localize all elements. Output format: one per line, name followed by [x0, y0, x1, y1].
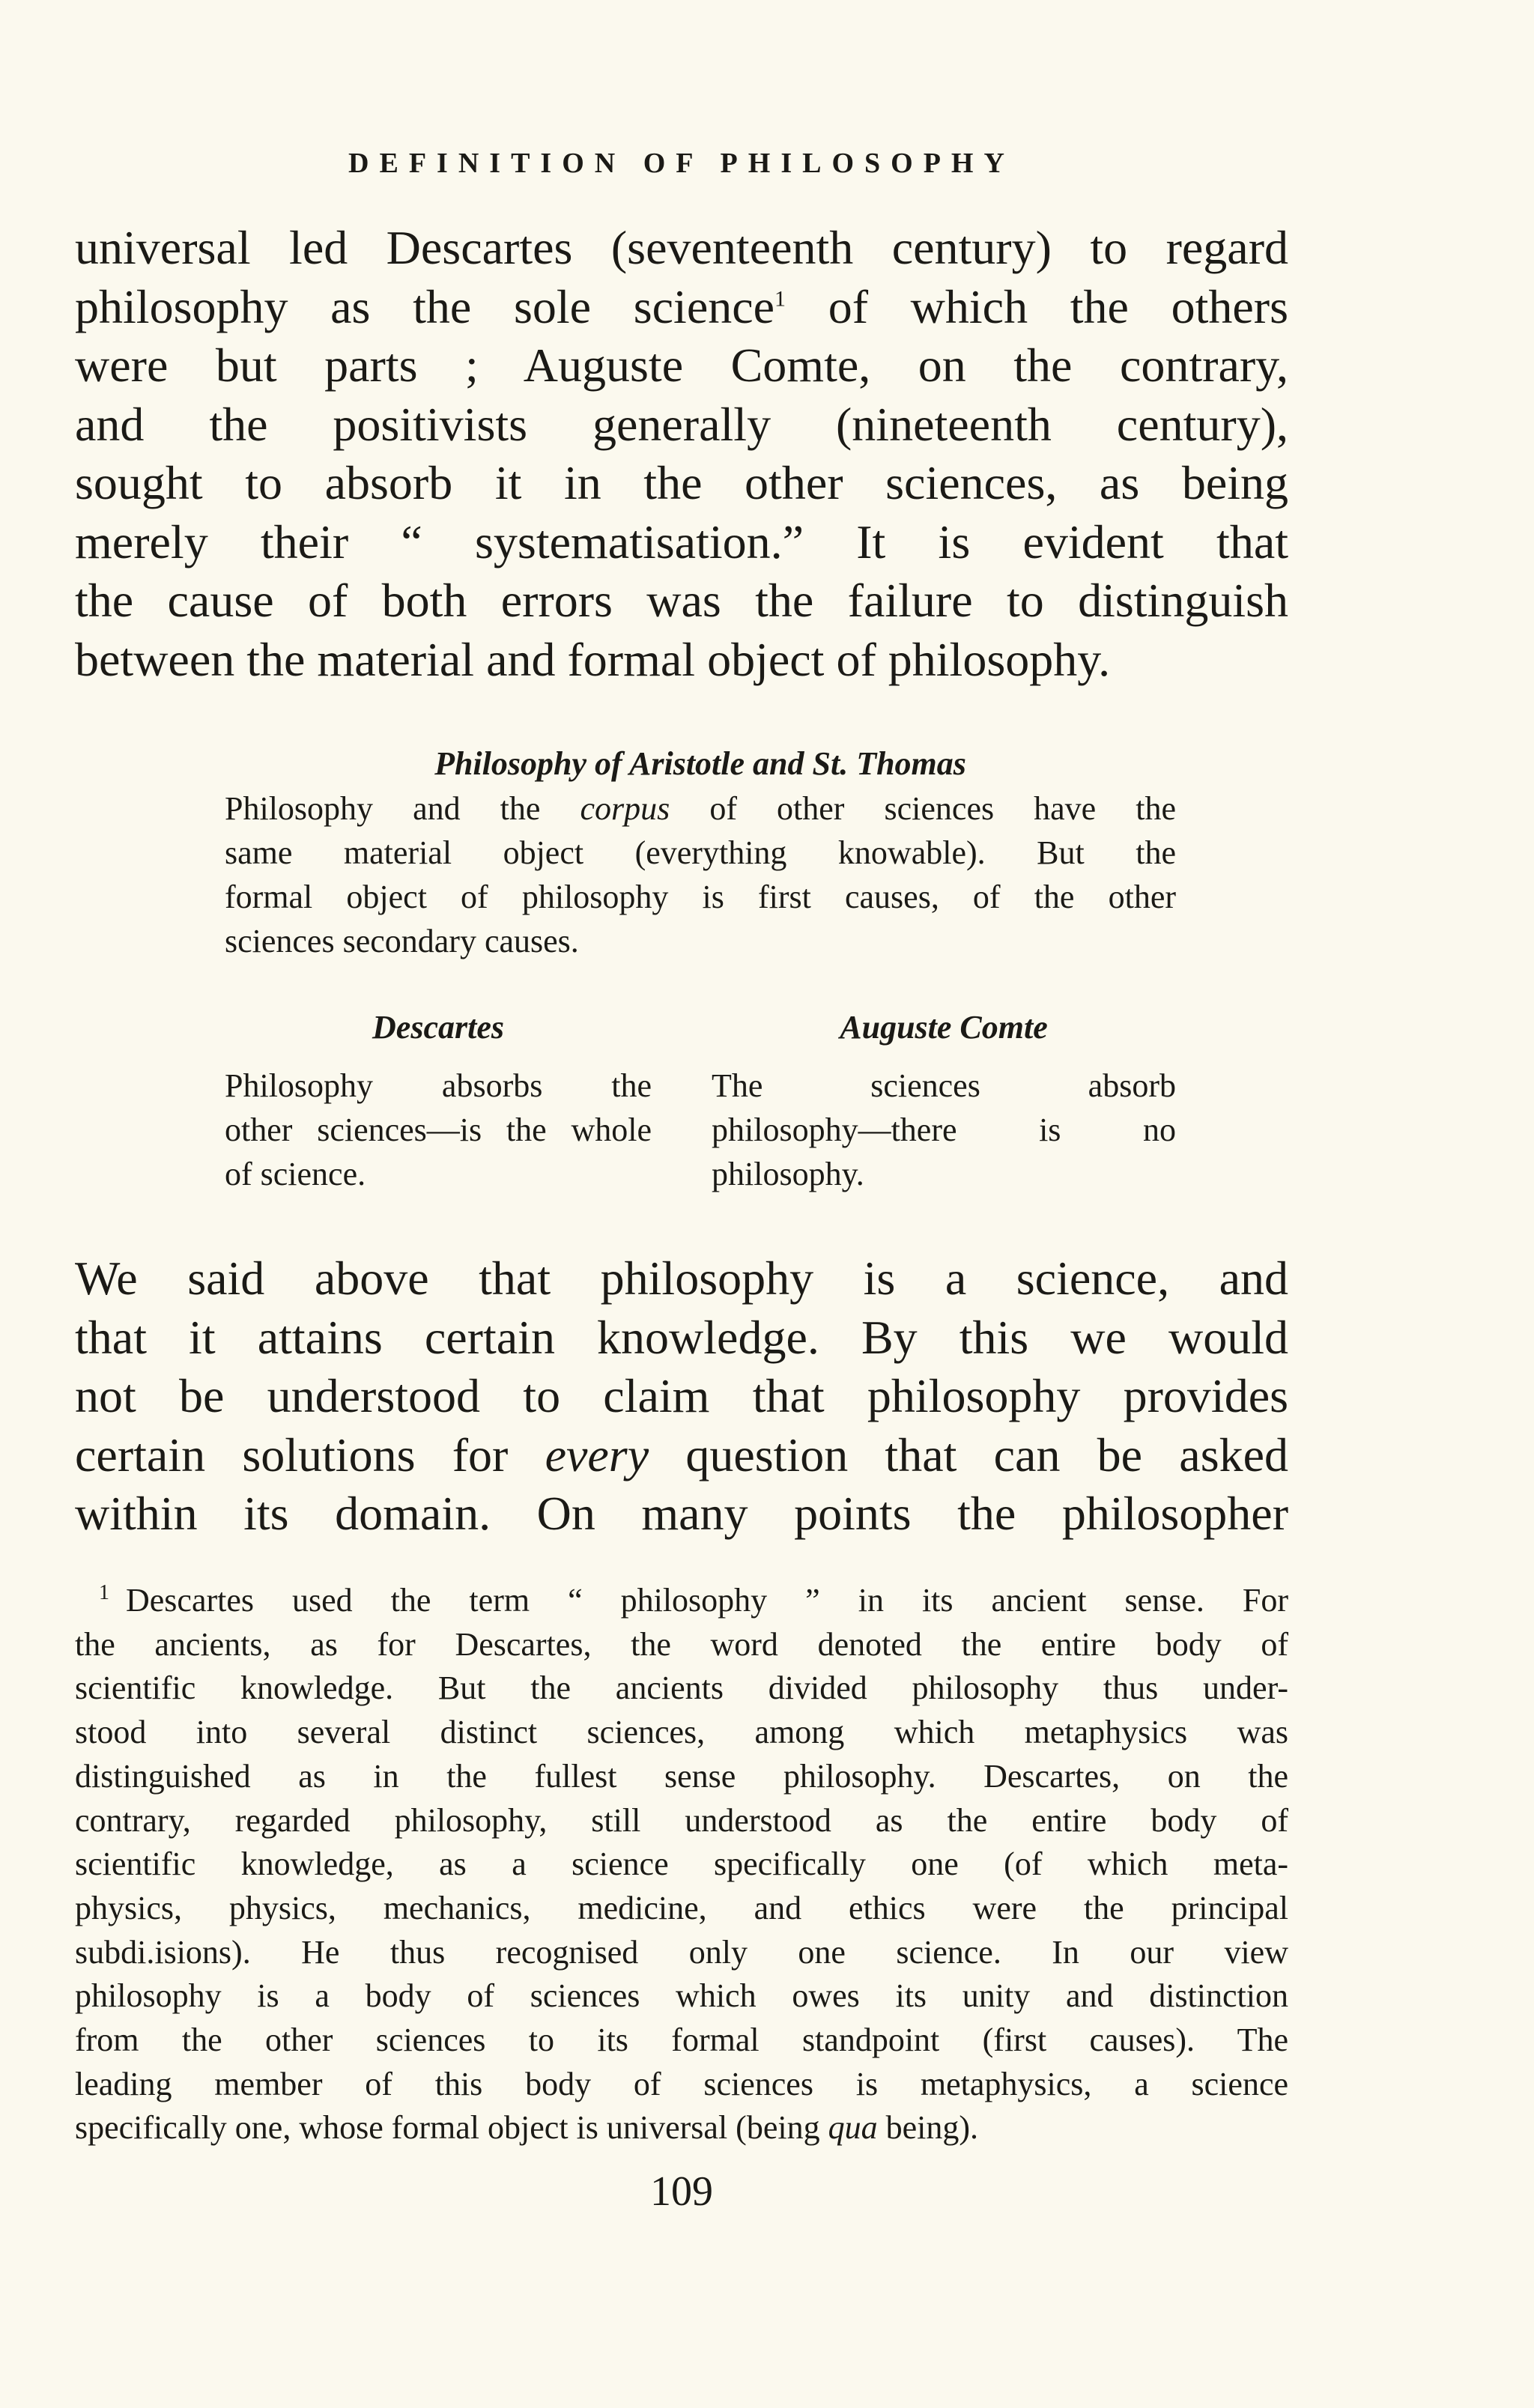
text-line: the ancients, as for Descartes, the word denoted the entire body of: [75, 1625, 1288, 1663]
footnote: [75, 1579, 1288, 2150]
text-line: merely their “ systematisation.” It is evident that: [75, 515, 1288, 568]
text-line: universal led Descartes (seventeenth century) to regard: [75, 221, 1288, 274]
text-line: sought to absorb it in the other sciences, as being: [75, 456, 1288, 509]
comparison-aristotle-text: [225, 786, 1176, 963]
text-line: within its domain. On many points the philosopher: [75, 1487, 1288, 1540]
text-line: same material object (everything knowable). But the: [225, 834, 1176, 871]
descartes-column-text: [225, 1064, 652, 1196]
text-line: The sciences absorb: [712, 1067, 1176, 1104]
text-line: and the positivists generally (nineteenth century),: [75, 397, 1288, 451]
text-line: subdi.isions). He thus recognised only one science. In our view: [75, 1933, 1288, 1971]
footnote-reference[interactable]: 1: [774, 286, 786, 312]
text-line: philosophy as the sole science$^1$ of which the others: [75, 279, 1289, 333]
text-line: scientific knowledge. But the ancients divided philosophy thus under-: [75, 1669, 1288, 1707]
text-line: contrary, regarded philosophy, still understood as the entire body of: [75, 1801, 1288, 1839]
running-head: DEFINITION OF PHILOSOPHY: [348, 148, 1015, 179]
text-line: stood into several distinct sciences, among which metaphysics was: [75, 1714, 1288, 1751]
text-line: distinguished as in the fullest sense philosophy. Descartes, on the: [75, 1757, 1288, 1795]
text-line: $^1$ Descartes used the term “ philosophy ” in its ancient sense. For: [99, 1581, 1288, 1619]
paragraph-certain-knowledge: [75, 1249, 1288, 1544]
text-line: between the material and formal object of philosophy.: [75, 632, 1111, 686]
text-line: certain solutions for every question that can be asked: [75, 1428, 1289, 1482]
text-line: of science.: [225, 1156, 366, 1192]
footnote-marker: 1: [99, 1581, 109, 1605]
paragraph-descartes-comte: [75, 219, 1288, 689]
text-line: were but parts ; Auguste Comte, on the contrary,: [75, 339, 1288, 392]
comte-column-text: [712, 1064, 1176, 1196]
comte-heading: Auguste Comte: [840, 1009, 1048, 1046]
text-line: physics, physics, mechanics, medicine, and ethics were the principal: [75, 1889, 1288, 1926]
text-line: Philosophy and the corpus of other sciences have the: [225, 790, 1177, 827]
text-line: sciences secondary causes.: [225, 923, 579, 959]
text-line: the cause of both errors was the failure to distinguish: [75, 574, 1288, 627]
text-line: formal object of philosophy is first causes, of the other: [225, 879, 1176, 915]
text-line: philosophy—there is no: [712, 1111, 1176, 1148]
text-line: that it attains certain knowledge. By this we would: [75, 1310, 1288, 1364]
text-line: not be understood to claim that philosophy provides: [75, 1369, 1288, 1422]
text-line: specifically one, whose formal object is universal (being qua being).: [75, 2109, 978, 2147]
descartes-heading: Descartes: [372, 1009, 504, 1046]
text-line: from the other sciences to its formal standpoint (first causes). The: [75, 2022, 1288, 2059]
text-line: leading member of this body of sciences is metaphysics, a science: [75, 2065, 1288, 2102]
text-line: We said above that philosophy is a science, and: [75, 1252, 1288, 1305]
text-line: Philosophy absorbs the: [225, 1067, 652, 1104]
text-line: scientific knowledge, as a science specifically one (of which meta-: [75, 1846, 1288, 1883]
comparison-heading: Philosophy of Aristotle and St. Thomas: [434, 745, 966, 782]
text-line: philosophy.: [712, 1156, 864, 1192]
page-number: 109: [650, 2168, 713, 2215]
text-line: philosophy is a body of sciences which owes its unity and distinction: [75, 1977, 1288, 2015]
text-line: other sciences—is the whole: [225, 1111, 652, 1148]
